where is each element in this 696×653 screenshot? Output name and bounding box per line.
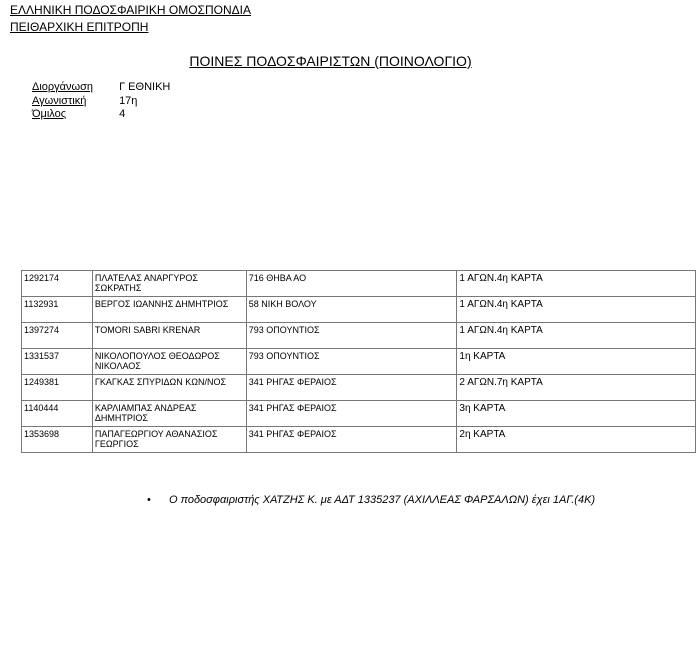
player-id: 1353698 [22,427,93,453]
meta-matchday-value: 17η [119,95,138,107]
player-club: 341 ΡΗΓΑΣ ΦΕΡΑΙΟΣ [246,375,457,401]
player-name: ΠΛΑΤΕΛΑΣ ΑΝΑΡΓΥΡΟΣ ΣΩΚΡΑΤΗΣ [92,271,246,297]
player-club: 58 ΝΙΚΗ ΒΟΛΟΥ [246,297,457,323]
table-row [22,375,696,401]
meta-group [32,108,125,120]
player-id: 1249381 [22,375,93,401]
meta-matchday [32,95,137,107]
player-penalty: 3η ΚΑΡΤΑ [457,401,696,427]
table-row [22,297,696,323]
meta-matchday-label: Αγωνιστική [32,95,87,107]
player-penalty: 2η ΚΑΡΤΑ [457,427,696,453]
player-penalty: 2 ΑΓΩΝ.7η ΚΑΡΤΑ [457,375,696,401]
player-club: 716 ΘΗΒΑ ΑΟ [246,271,457,297]
player-id: 1397274 [22,323,93,349]
player-id: 1292174 [22,271,93,297]
player-name: ΝΙΚΟΛΟΠΟΥΛΟΣ ΘΕΟΔΩΡΟΣ ΝΙΚΟΛΑΟΣ [92,349,246,375]
meta-competition-value: Γ ΕΘΝΙΚΗ [119,81,171,93]
meta-group-value: 4 [119,108,126,120]
table-row [22,401,696,427]
note-text: Ο ποδοσφαιριστής ΧΑΤΖΗΣ Κ. με ΑΔΤ 1335237 (ΑΧΙΛΛΕΑΣ ΦΑΡΣΑΛΩΝ) έχει 1ΑΓ.(4Κ) [169,494,596,506]
player-club: 793 ΟΠΟΥΝΤΙΟΣ [246,349,457,375]
player-club: 341 ΡΗΓΑΣ ΦΕΡΑΙΟΣ [246,401,457,427]
player-penalty: 1 ΑΓΩΝ.4η ΚΑΡΤΑ [457,297,696,323]
page-title: ΠΟΙΝΕΣ ΠΟΔΟΣΦΑΙΡΙΣΤΩΝ (ΠΟΙΝΟΛΟΓΙΟ) [189,53,472,69]
player-penalty: 1η ΚΑΡΤΑ [457,349,696,375]
meta-competition [32,81,170,93]
meta-competition-label: Διοργάνωση [32,81,94,93]
table-row [22,271,696,297]
player-id: 1140444 [22,401,93,427]
player-penalty: 1 ΑΓΩΝ.4η ΚΑΡΤΑ [457,271,696,297]
player-name: ΓΚΑΓΚΑΣ ΣΠΥΡΙΔΩΝ ΚΩΝ/ΝΟΣ [92,375,246,401]
player-name: TOMORI SABRI KRENAR [92,323,246,349]
player-id: 1331537 [22,349,93,375]
committee-name: ΠΕΙΘΑΡΧΙΚΗ ΕΠΙΤΡΟΠΗ [10,20,149,34]
meta-group-label: Όμιλος [32,108,67,120]
player-name: ΚΑΡΛΙΑΜΠΑΣ ΑΝΔΡΕΑΣ ΔΗΜΗΤΡΙΟΣ [92,401,246,427]
table-row [22,323,696,349]
note-item [147,494,595,506]
player-name: ΠΑΠΑΓΕΩΡΓΙΟΥ ΑΘΑΝΑΣΙΟΣ ΓΕΩΡΓΙΟΣ [92,427,246,453]
player-name: ΒΕΡΓΟΣ ΙΩΑΝΝΗΣ ΔΗΜΗΤΡΙΟΣ [92,297,246,323]
player-id: 1132931 [22,297,93,323]
federation-name: ΕΛΛΗΝΙΚΗ ΠΟΔΟΣΦΑΙΡΙΚΗ ΟΜΟΣΠΟΝΔΙΑ [10,3,251,17]
player-club: 793 ΟΠΟΥΝΤΙΟΣ [246,323,457,349]
penalties-table [21,270,696,453]
table-row [22,427,696,453]
table-row [22,349,696,375]
bullet-icon: • [147,494,151,506]
player-club: 341 ΡΗΓΑΣ ΦΕΡΑΙΟΣ [246,427,457,453]
player-penalty: 1 ΑΓΩΝ.4η ΚΑΡΤΑ [457,323,696,349]
